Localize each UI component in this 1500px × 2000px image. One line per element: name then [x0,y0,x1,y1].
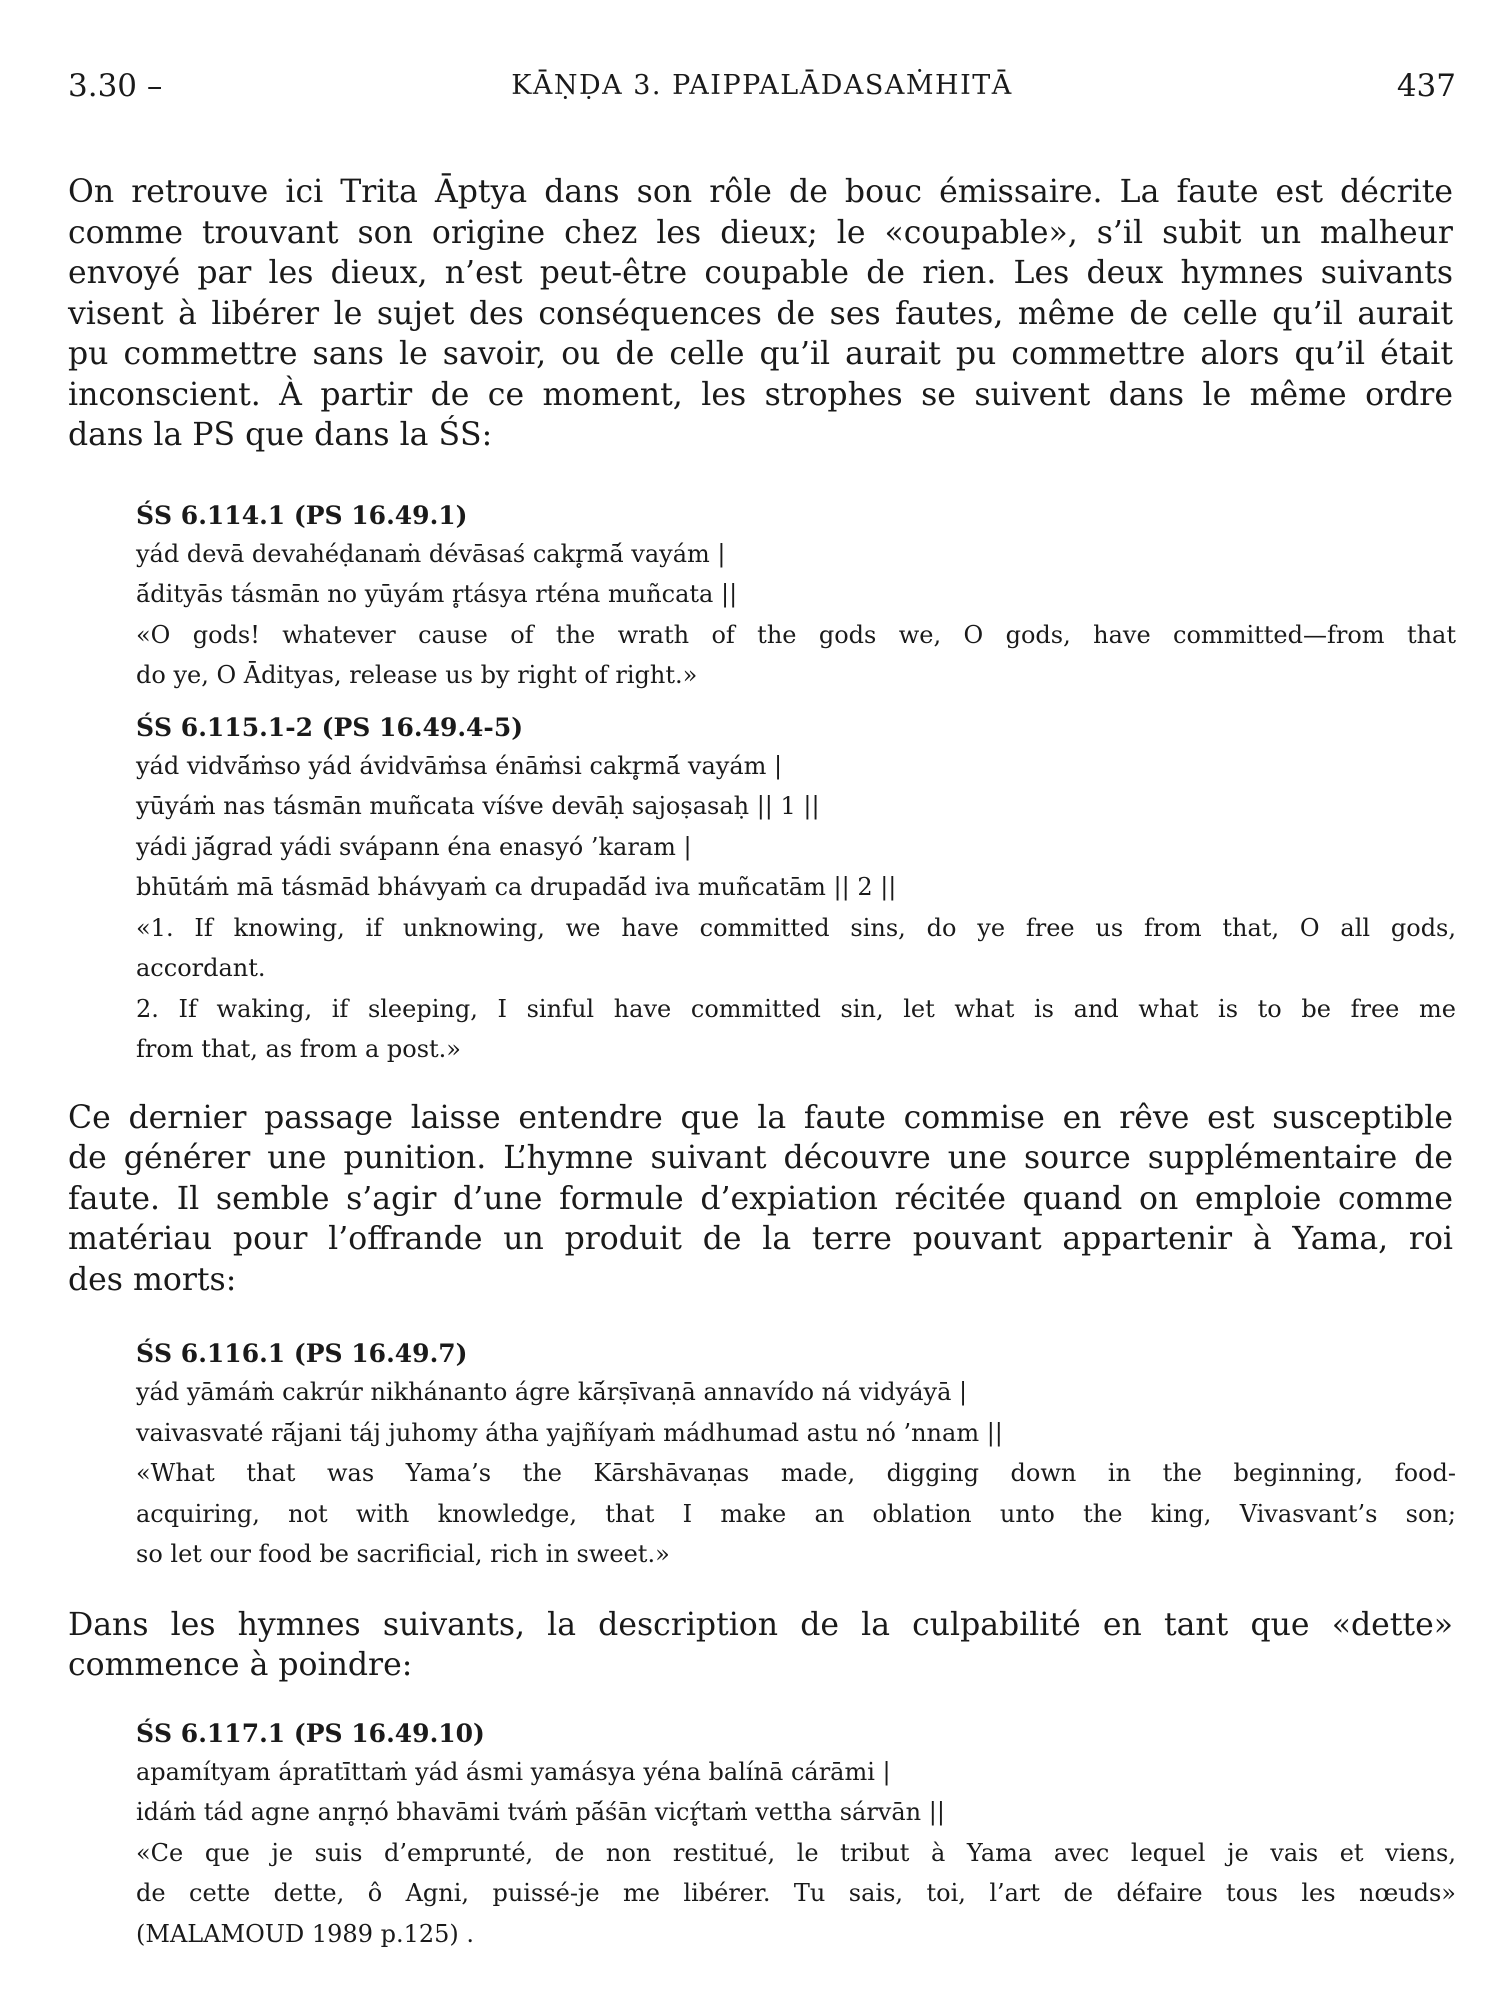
translation-line: 2. If waking, if sleeping, I sinful have committed sin, let what is and what is to be free me [136,994,1456,1023]
translation-line: de cette dette, ô Agni, puissé-je me libérer. Tu sais, toi, l’art de défaire tous les nœuds» [136,1879,1456,1907]
text-line: dans la PS que dans la ŚS: [68,417,493,453]
text-line: inconscient. À partir de ce moment, les strophes se suivent dans le même ordre [68,376,1453,413]
paragraph-debt [68,1605,1453,1686]
sanskrit-verse: bhūtáṁ mā tásmād bhávyaṁ ca drupadā́d iva muñcatām || 2 || [136,873,897,901]
sanskrit-verse: apamítyam ápratīttaṁ yád ásmi yamásya yéna balínā cárāmi | [136,1757,891,1786]
translation-line: (MALAMOUD 1989 p.125) . [136,1919,475,1948]
translation-line: do ye, O Ādityas, release us by right of right.» [136,661,698,689]
text-line: On retrouve ici Trita Āptya dans son rôle de bouc émissaire. La faute est décrite [68,174,1453,210]
text-line: matériau pour l’offrande un produit de la terre pouvant appartenir à Yama, roi [68,1221,1453,1257]
running-title: KĀṆḌA 3. PAIPPALĀDASAṀHITĀ [511,70,1013,101]
citation-reference: ŚS 6.117.1 (PS 16.49.10) [136,1718,485,1748]
citation-block [136,710,1456,1070]
translation-line: «1. If knowing, if unknowing, we have committed sins, do ye free us from that, O all gods, [136,913,1456,942]
text-line: pu commettre sans le savoir, ou de celle qu’il aurait pu commettre alors qu’il était [68,336,1453,372]
text-line: envoyé par les dieux, n’est peut-être coupable de rien. Les deux hymnes suivants [68,255,1453,291]
sanskrit-verse: yád vidvā́ṁso yád ávidvāṁsa énāṁsi cakr̥mā́ vayám | [136,751,783,780]
sanskrit-verse: vaivasvaté rā́jani táj juhomy átha yajñíyaṁ mádhumad astu nó ’nnam || [136,1418,1003,1447]
page-number: 437 [1396,68,1456,104]
text-line: commence à poindre: [68,1647,413,1683]
citation-block [136,498,1456,696]
translation-line: «Ce que je suis d’emprunté, de non restitué, le tribut à Yama avec lequel je vais et viens, [136,1838,1456,1867]
translation-line: «What that was Yama’s the Kārshāvaṇas made, digging down in the beginning, food- [136,1459,1456,1487]
citation-block [136,1716,1456,1955]
citation-reference: ŚS 6.114.1 (PS 16.49.1) [136,500,468,530]
citation-reference: ŚS 6.115.1-2 (PS 16.49.4-5) [136,712,524,742]
translation-line: so let our food be sacrificial, rich in sweet.» [136,1540,670,1568]
citation-reference: ŚS 6.116.1 (PS 16.49.7) [136,1339,468,1368]
text-line: des morts: [68,1261,237,1298]
text-line: de générer une punition. L’hymne suivant découvre une source supplémentaire de [68,1140,1453,1176]
translation-line: from that, as from a post.» [136,1035,461,1063]
sanskrit-verse: idáṁ tád agne anr̥ṇó bhavāmi tváṁ pā́śān vicŕ̥taṁ vettha sárvān || [136,1798,945,1826]
text-line: Ce dernier passage laisse entendre que la faute commise en rêve est susceptible [68,1099,1453,1136]
citation-block [136,1336,1456,1575]
translation-line: accordant. [136,954,266,982]
text-line: visent à libérer le sujet des conséquences de ses fautes, même de celle qu’il aurait [68,295,1453,332]
sanskrit-verse: yádi jā́grad yádi svápann éna enasyó ’karam | [136,832,692,861]
sanskrit-verse: ā́dityās tásmān no yūyám r̥tásya rténa muñcata || [136,580,738,608]
running-header [68,68,1456,108]
text-line: Dans les hymnes suivants, la description de la culpabilité en tant que «dette» [68,1606,1453,1643]
translation-line: «O gods! whatever cause of the wrath of the gods we, O gods, have committed—from that [136,620,1456,649]
section-number: 3.30 – [68,68,163,104]
sanskrit-verse: yūyáṁ nas tásmān muñcata víśve devāḥ sajoṣasaḥ || 1 || [136,792,820,820]
sanskrit-verse: yád yāmáṁ cakrúr nikhánanto ágre kā́rṣīvaṇā annavído ná vidyáyā | [136,1378,968,1406]
paragraph-intro [68,172,1453,456]
translation-line: acquiring, not with knowledge, that I make an oblation unto the king, Vivasvant’s son; [136,1499,1456,1528]
paragraph-dream-fault [68,1098,1453,1301]
text-line: faute. Il semble s’agir d’une formule d’expiation récitée quand on emploie comme [68,1180,1453,1217]
page-body [68,172,1456,1954]
sanskrit-verse: yád devā devahéḍanaṁ dévāsaś cakr̥mā́ vayám | [136,539,726,568]
text-line: comme trouvant son origine chez les dieux; le «coupable», s’il subit un malheur [68,214,1453,251]
